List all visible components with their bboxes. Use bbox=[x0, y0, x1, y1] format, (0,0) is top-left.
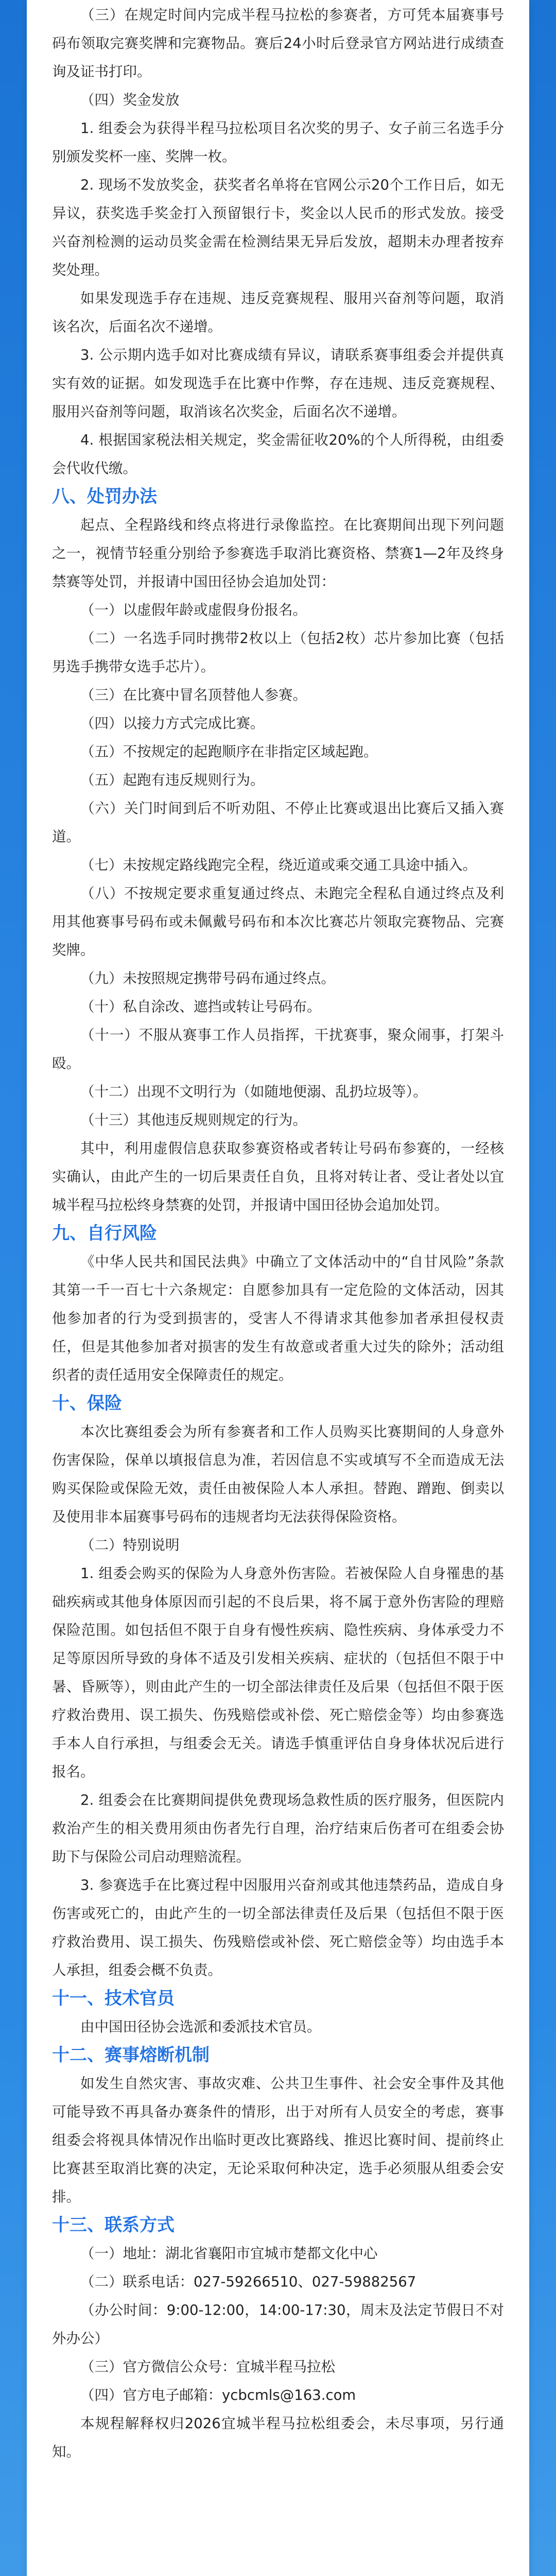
section-title: 自行风险 bbox=[87, 1223, 157, 1244]
paragraph: 本次比赛组委会为所有参赛者和工作人员购买比赛期间的人身意外伤害保险，保单以填报信息为准，若因信息不实或填写不全而造成无法购买保险或保险无效，责任由被保险人本人承担。替跑、蹭跑、倒卖以及使用非本届赛事号码布的违规者均无法获得保险资格。 bbox=[52, 1423, 504, 1525]
paragraph: 2. 组委会在比赛期间提供免费现场急救性质的医疗服务，但医院内救治产生的相关费用须由伤者先行自理，治疗结束后伤者可在组委会协助下与保险公司启动理赔流程。 bbox=[52, 1792, 504, 1865]
section-number: 十二、 bbox=[52, 2045, 105, 2065]
section-heading bbox=[52, 2211, 504, 2240]
paragraph: （一）以虚假年龄或虚假身份报名。 bbox=[80, 602, 307, 618]
paragraph: （七）未按规定路线跑完全程，绕近道或乘交通工具途中插入。 bbox=[80, 857, 477, 873]
section-title: 处罚办法 bbox=[87, 486, 157, 507]
paragraph: 1. 组委会为获得半程马拉松项目名次奖的男子、女子前三名选手分别颁发奖杯一座、奖牌一枚。 bbox=[52, 120, 504, 165]
paragraph: （三）在规定时间内完成半程马拉松的参赛者，方可凭本届赛事号码布领取完赛奖牌和完赛物品。赛后24小时后登录官方网站进行成绩查询及证书打印。 bbox=[52, 7, 504, 80]
regulation-body bbox=[52, 1, 504, 2466]
paragraph: 3. 参赛选手在比赛过程中因服用兴奋剂或其他违禁药品，造成自身伤害或死亡的，由此产生的一切全部法律责任及后果（包括但不限于医疗救治费用、误工损失、伤残赔偿或补偿、死亡赔偿金等）均由选手本人承担，组委会概不负责。 bbox=[52, 1877, 504, 1978]
paragraph: （二）联系电话：027-59266510、027-59882567 bbox=[80, 2274, 416, 2290]
paragraph: 4. 根据国家税法相关规定，奖金需征收20%的个人所得税，由组委会代收代缴。 bbox=[52, 432, 504, 477]
section-number: 十、 bbox=[52, 1393, 87, 1414]
paragraph: （四）奖金发放 bbox=[80, 92, 180, 108]
paragraph: （二）一名选手同时携带2枚以上（包括2枚）芯片参加比赛（包括男选手携带女选手芯片）。 bbox=[52, 630, 504, 675]
paragraph: 起点、全程路线和终点将进行录像监控。在比赛期间出现下列问题之一，视情节轻重分别给予参赛选手取消比赛资格、禁赛1—2年及终身禁赛等处罚，并报请中国田径协会追加处罚： bbox=[52, 517, 504, 590]
paragraph: （九）未按照规定携带号码布通过终点。 bbox=[80, 970, 335, 987]
paragraph: （四）以接力方式完成比赛。 bbox=[80, 715, 265, 732]
section-title: 联系方式 bbox=[105, 2215, 175, 2235]
paragraph: （十）私自涂改、遮挡或转让号码布。 bbox=[80, 998, 321, 1015]
paragraph: （六）关门时间到后不听劝阻、不停止比赛或退出比赛后又插入赛道。 bbox=[52, 800, 504, 845]
paragraph: 本规程解释权归2026宜城半程马拉松组委会，未尽事项，另行通知。 bbox=[52, 2415, 504, 2460]
section-number: 十三、 bbox=[52, 2215, 105, 2235]
paragraph: （十三）其他违反规则规定的行为。 bbox=[80, 1112, 307, 1128]
paragraph: （四）官方电子邮箱：ycbcmls@163.com bbox=[80, 2387, 356, 2403]
section-number: 八、 bbox=[52, 486, 87, 507]
paragraph: （三）在比赛中冒名顶替他人参赛。 bbox=[80, 687, 307, 703]
section-heading bbox=[52, 1219, 504, 1248]
section-title: 保险 bbox=[87, 1393, 122, 1414]
section-number: 十一、 bbox=[52, 1988, 105, 2009]
paragraph: 3. 公示期内选手如对比赛成绩有异议，请联系赛事组委会并提供真实有效的证据。如发现选手在比赛中作弊，存在违规、违反竞赛规程、服用兴奋剂等问题，取消该名次奖金，后面名次不递增。 bbox=[52, 347, 504, 420]
section-heading bbox=[52, 2041, 504, 2070]
section-heading bbox=[52, 483, 504, 511]
paragraph: （一）地址：湖北省襄阳市宜城市楚都文化中心 bbox=[80, 2245, 378, 2262]
paragraph: 2. 现场不发放奖金，获奖者名单将在官网公示20个工作日后，如无异议，获奖选手奖金打入预留银行卡，奖金以人民币的形式发放。接受兴奋剂检测的运动员奖金需在检测结果无异后发放，超期未办理者按弃奖处理。 bbox=[52, 177, 504, 278]
section-number: 九、 bbox=[52, 1223, 87, 1244]
paragraph: （五）起跑有违反规则行为。 bbox=[80, 772, 265, 788]
paragraph: （五）不按规定的起跑顺序在非指定区域起跑。 bbox=[80, 743, 378, 760]
paragraph: 由中国田径协会选派和委派技术官员。 bbox=[80, 2019, 321, 2035]
paragraph: （二）特别说明 bbox=[80, 1537, 180, 1553]
paragraph: 《中华人民共和国民法典》中确立了文体活动中的“自甘风险”条款其第一千一百七十六条规定：自愿参加具有一定危险的文体活动，因其他参加者的行为受到损害的，受害人不得请求其他参加者承担侵权责任，但是其他参加者对损害的发生有故意或者重大过失的除外；活动组织者的责任适用安全保障责任的规定。 bbox=[52, 1253, 504, 1383]
paragraph: （十一）不服从赛事工作人员指挥，干扰赛事，聚众闹事，打架斗殴。 bbox=[52, 1027, 504, 1072]
paragraph: （办公时间：9:00-12:00，14:00-17:30，周末及法定节假日不对外办公） bbox=[52, 2302, 504, 2347]
section-title: 技术官员 bbox=[105, 1988, 175, 2009]
section-title: 赛事熔断机制 bbox=[105, 2045, 210, 2065]
paragraph: （三）官方微信公众号：宜城半程马拉松 bbox=[80, 2359, 335, 2375]
section-heading bbox=[52, 1985, 504, 2013]
paragraph: 如发生自然灾害、事故灾难、公共卫生事件、社会安全事件及其他可能导致不再具备办赛条件的情形，出于对所有人员安全的考虑，赛事组委会将视具体情况作出临时更改比赛路线、推迟比赛时间、提前终止比赛甚至取消比赛的决定，无论采取何种决定，选手必须服从组委会安排。 bbox=[52, 2075, 504, 2205]
section-heading bbox=[52, 1389, 504, 1418]
paragraph: （八）不按规定要求重复通过终点、未跑完全程私自通过终点及利用其他赛事号码布或未佩戴号码布和本次比赛芯片领取完赛物品、完赛奖牌。 bbox=[52, 885, 504, 958]
paragraph: 其中，利用虚假信息获取参赛资格或者转让号码布参赛的，一经核实确认，由此产生的一切后果责任自负，且将对转让者、受让者处以宜城半程马拉松终身禁赛的处罚，并报请中国田径协会追加处罚。 bbox=[52, 1140, 504, 1213]
paragraph: 如果发现选手存在违规、违反竞赛规程、服用兴奋剂等问题，取消该名次，后面名次不递增。 bbox=[52, 290, 504, 335]
paragraph: 1. 组委会购买的保险为人身意外伤害险。若被保险人自身罹患的基础疾病或其他身体原因而引起的不良后果，将不属于意外伤害险的理赔保险范围。如包括但不限于自身有慢性疾病、隐性疾病、身体承受力不足等原因所导致的身体不适及引发相关疾病、症状的（包括但不限于中暑、昏厥等），则由此产生的一切全部法律责任及后果（包括但不限于医疗救治费用、误工损失、伤残赔偿或补偿、死亡赔偿金等）均由参赛选手本人自行承担，与组委会无关。请选手慎重评估自身身体状况后进行报名。 bbox=[52, 1565, 504, 1780]
paragraph: （十二）出现不文明行为（如随地便溺、乱扔垃圾等）。 bbox=[80, 1083, 427, 1100]
